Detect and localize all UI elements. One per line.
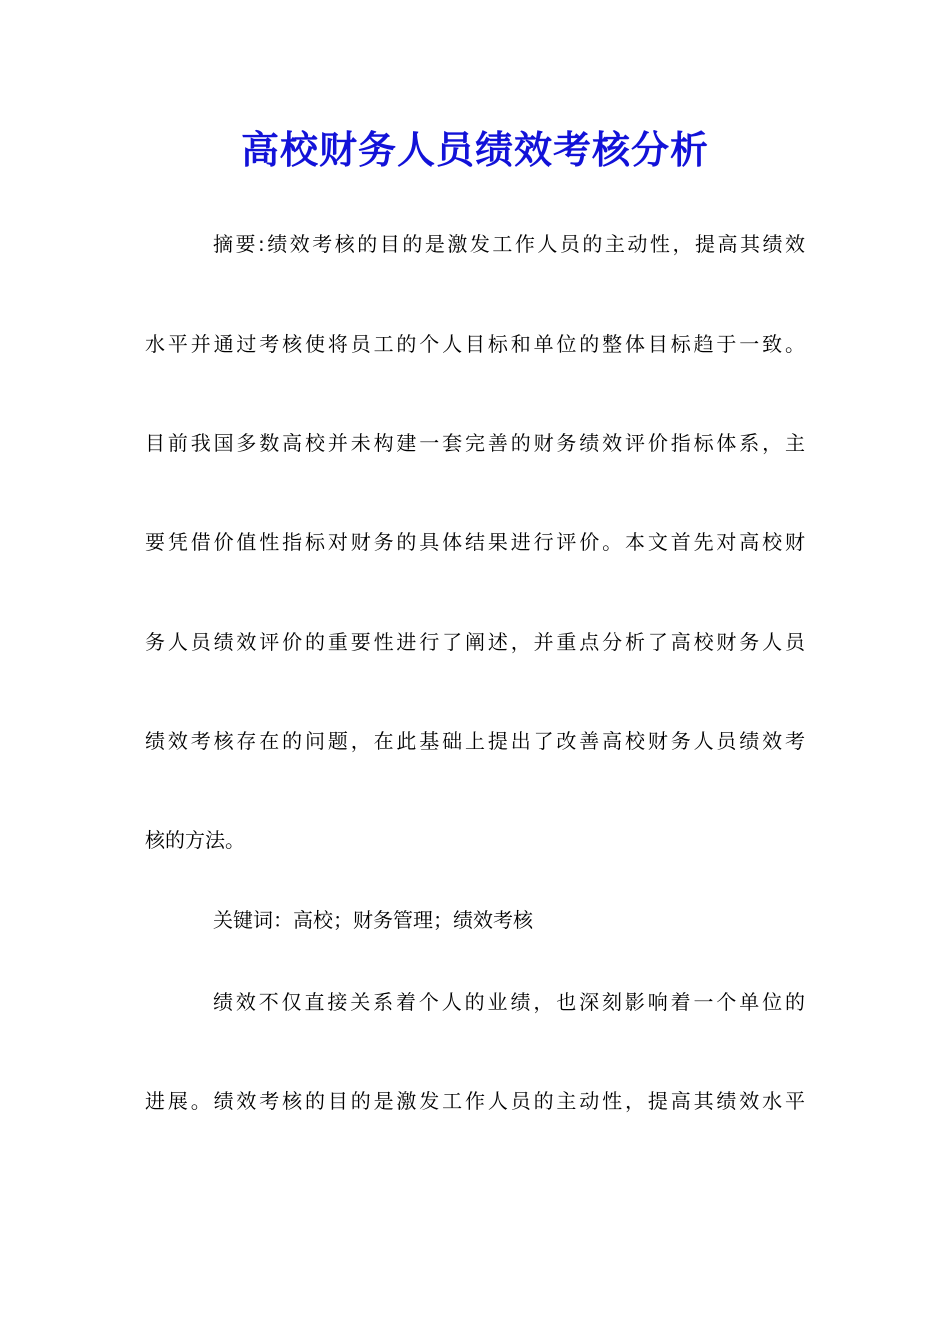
abstract-line-2: 水平并通过考核使将员工的个人目标和单位的整体目标趋于一致。 — [145, 332, 805, 356]
abstract-line-7: 核的方法。 — [145, 828, 245, 852]
keywords-line: 关键词：高校；财务管理；绩效考核 — [213, 908, 533, 932]
body-line-2: 进展。绩效考核的目的是激发工作人员的主动性，提高其绩效水平 — [145, 1089, 805, 1113]
abstract-line-4: 要凭借价值性指标对财务的具体结果进行评价。本文首先对高校财 — [145, 530, 805, 554]
abstract-line-6: 绩效考核存在的问题，在此基础上提出了改善高校财务人员绩效考 — [145, 729, 805, 753]
abstract-line-3: 目前我国多数高校并未构建一套完善的财务绩效评价指标体系，主 — [145, 431, 805, 455]
body-line-1: 绩效不仅直接关系着个人的业绩，也深刻影响着一个单位的 — [213, 990, 805, 1014]
abstract-line-5: 务人员绩效评价的重要性进行了阐述，并重点分析了高校财务人员 — [145, 630, 805, 654]
document-title: 高校财务人员绩效考核分析 — [240, 127, 709, 172]
abstract-line-1: 摘要:绩效考核的目的是激发工作人员的主动性，提高其绩效 — [213, 232, 805, 256]
